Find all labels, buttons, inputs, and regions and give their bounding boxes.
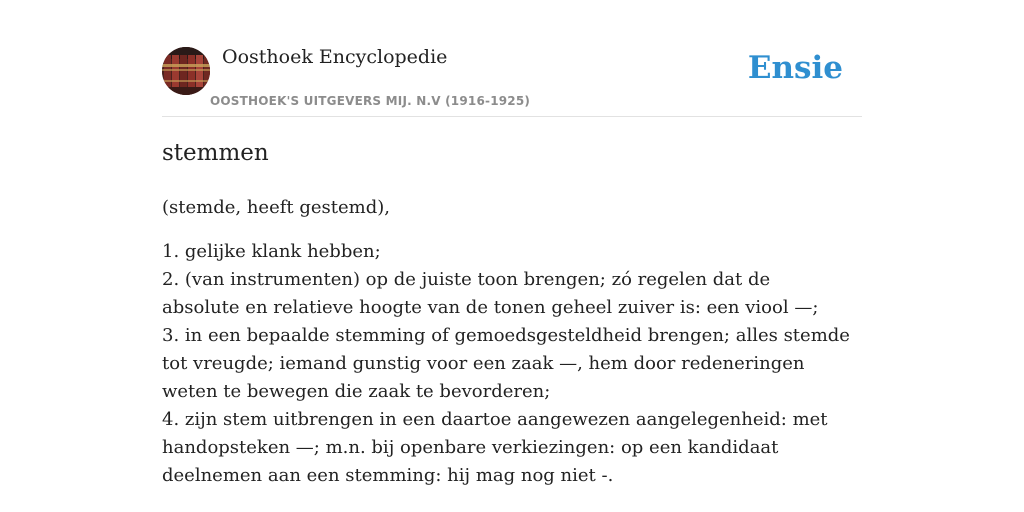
entry-grammar: (stemde, heeft gestemd), [162,197,390,218]
definition-item: 3. in een bepaalde stemming of gemoedsgesteldheid brengen; alles stemde tot vreugde; iemand gunstig voor een zaak —, hem door redeneringen weten te bewegen die zaak te bevorderen; [162,325,850,402]
page [162,0,862,486]
ensie-home-link[interactable]: Ensie [747,50,843,86]
brand-title[interactable]: Oosthoek Encyclopedie [222,46,448,68]
definition-item: 4. zijn stem uitbrengen in een daartoe aangewezen aangelegenheid: met handopsteken —; m.n. bij openbare verkiezingen: op een kandidaat deelnemen aan een stemming: hij mag nog niet -. [162,409,828,486]
brand-subtitle: OOSTHOEK'S UITGEVERS MIJ. N.V (1916-1925) [210,94,531,108]
site-header [162,0,862,117]
entry-headword: stemmen [162,140,269,166]
definition-item: 2. (van instrumenten) op de juiste toon brengen; zó regelen dat de absolute en relatieve hoogte van de tonen geheel zuiver is: een viool —; [162,269,819,318]
entry-definitions [162,238,852,490]
book-spines-logo-icon[interactable] [162,47,210,95]
definition-item: 1. gelijke klank hebben; [162,241,381,262]
